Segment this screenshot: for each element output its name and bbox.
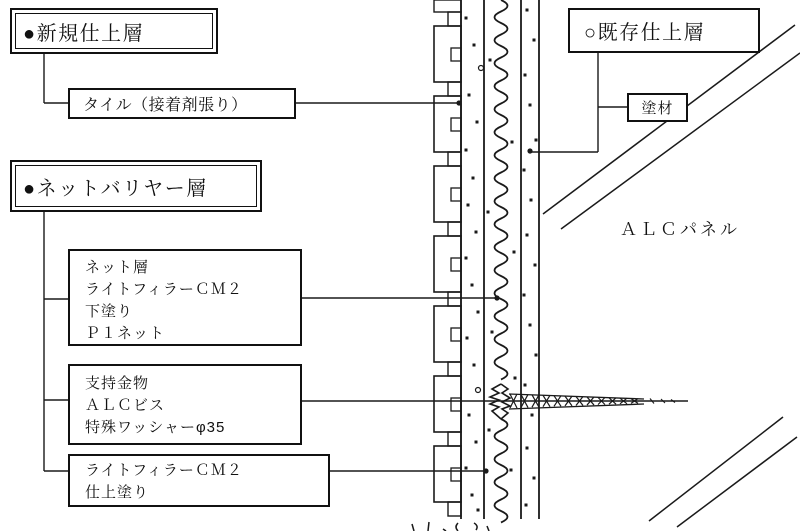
callout-line: Ｐ１ネット (85, 325, 166, 342)
net-barrier-layer-label: ●ネットバリヤー層 (23, 177, 208, 200)
tile-callout-label: タイル（接着剤張り） (83, 97, 248, 114)
net-barrier-layer-box (10, 160, 262, 212)
callout-line: ＡＬＣビス (85, 397, 166, 414)
callout-line: ライトフィラーＣＭ２ (85, 462, 243, 479)
callout-line: 下塗り (85, 303, 134, 320)
callout-line: 仕上塗り (85, 484, 150, 501)
callout-line: 支持金物 (85, 375, 150, 392)
coating-callout-box (627, 93, 688, 122)
callout-line: ネット層 (85, 259, 150, 276)
existing-finish-layer-box (568, 8, 760, 53)
existing-finish-layer-label: ○既存仕上層 (584, 22, 706, 44)
callout-line: ライトフィラーＣＭ２ (85, 281, 243, 298)
light-filler-callout-box (68, 454, 330, 507)
support-hardware-callout-box (68, 364, 302, 445)
coating-callout-label: 塗材 (641, 100, 674, 117)
callout-line: 特殊ワッシャーφ35 (85, 419, 226, 436)
tile-callout-box (68, 88, 296, 119)
net-layer-callout-box (68, 249, 302, 346)
alc-panel-label: ＡＬＣパネル (620, 220, 740, 239)
clipped-caption-marks (412, 522, 489, 531)
new-finish-layer-label: ●新規仕上層 (23, 22, 145, 45)
new-finish-layer-box (10, 8, 218, 54)
